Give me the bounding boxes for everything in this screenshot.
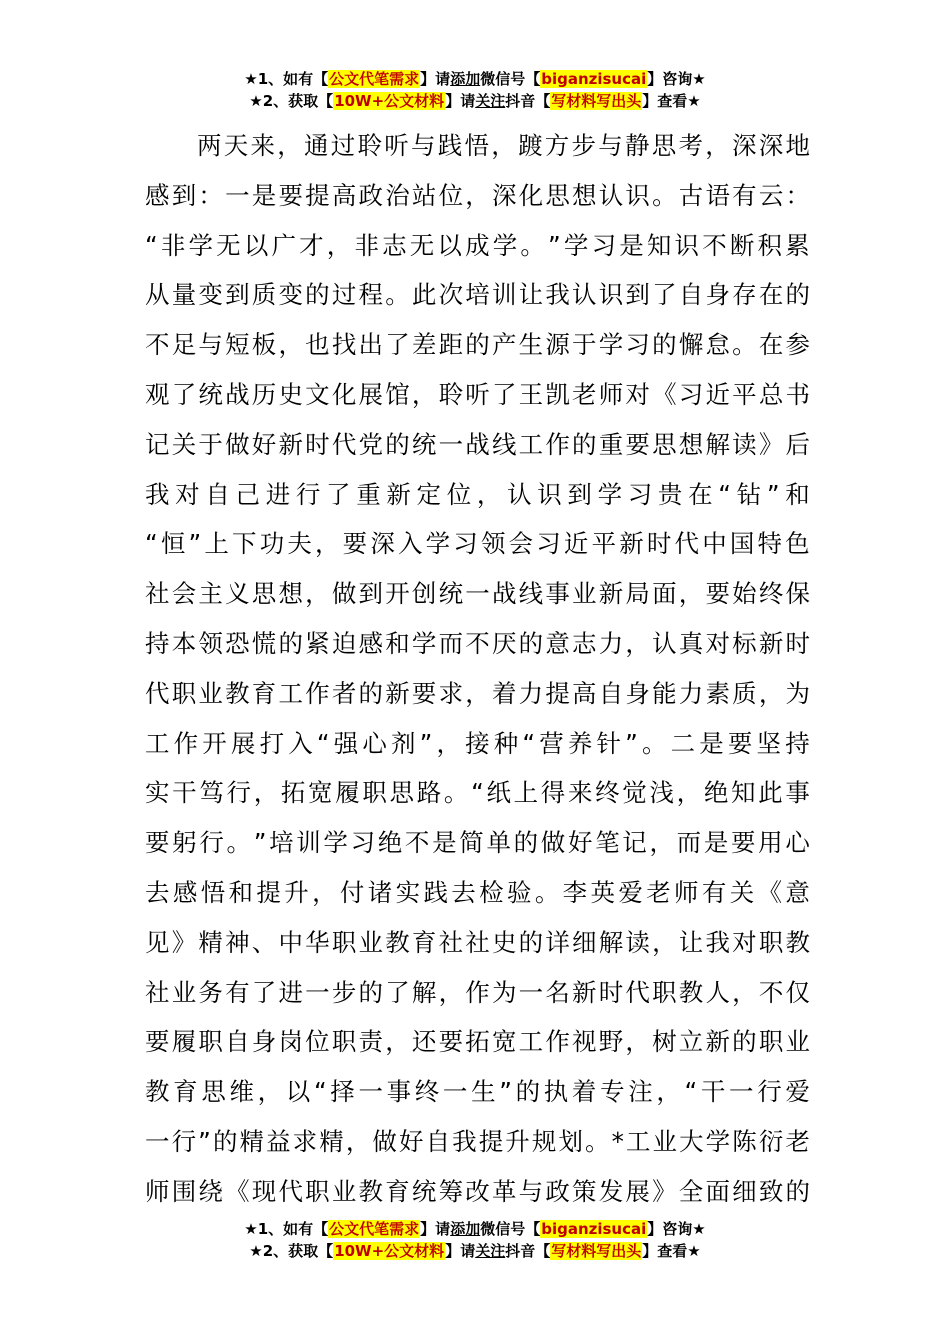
body-line: 去 感 悟 和 提 升 ， 付 诸 实 践 去 检 验 。 李 英 爱 老 师 有 关 《 意 (145, 877, 810, 907)
body-line: 观 了 统 战 历 史 文 化 展 馆 ， 聆 听 了 王 凯 老 师 对 《 习 近 平 总 书 (145, 379, 810, 409)
body-line: 实 干 笃 行 ， 拓 宽 履 职 思 路 。 “ 纸 上 得 来 终 觉 浅 ， 绝 知 此 事 (145, 778, 810, 808)
banner-underlined-text: 关注 (475, 92, 506, 110)
highlight-wechat-id: biganzisucai (541, 70, 647, 88)
highlight-service: 公文代笔需求 (329, 70, 420, 88)
body-line: 社 会 主 义 思 想 ， 做 到 开 创 统 一 战 线 事 业 新 局 面 ， 要 始 终 保 (145, 579, 810, 609)
highlight-douyin-id: 写材料写出头 (551, 92, 642, 110)
banner-text: 微信号【 (480, 70, 541, 88)
body-line: 师 围 绕 《 现 代 职 业 教 育 统 筹 改 革 与 政 策 发 展 》 全 面 细 致 的 (145, 1176, 810, 1206)
highlight-service: 公文代笔需求 (329, 1220, 420, 1238)
highlight-materials: 10W+公文材料 (334, 1242, 445, 1260)
banner-text: 】请 (445, 1242, 476, 1260)
body-line: 感 到 ： 一 是 要 提 高 政 治 站 位 ， 深 化 思 想 认 识 。 古 语 有 云 ： (145, 180, 810, 210)
highlight-materials: 10W+公文材料 (334, 92, 445, 110)
body-line: 要 履 职 自 身 岗 位 职 责 ， 还 要 拓 宽 工 作 视 野 ， 树 立 新 的 职 业 (145, 1027, 810, 1057)
body-line: 代 职 业 教 育 工 作 者 的 新 要 求 ， 着 力 提 高 自 身 能 力 素 质 ， 为 (145, 678, 810, 708)
banner-text: ★1、如有【 (244, 70, 329, 88)
banner-text: 】咨询★ (647, 70, 706, 88)
body-line: 两 天 来 ， 通 过 聆 听 与 践 悟 ， 踱 方 步 与 静 思 考 ， 深 深 地 (197, 131, 810, 160)
banner-text: 】查看★ (642, 92, 701, 110)
body-line: 从 量 变 到 质 变 的 过 程 。 此 次 培 训 让 我 认 识 到 了 自 身 存 在 的 (145, 280, 810, 310)
banner-text: 抖音【 (505, 92, 551, 110)
banner-text: 】请 (445, 92, 476, 110)
body-line: 教 育 思 维 ， 以 “ 择 一 事 终 一 生 ” 的 执 着 专 注 ， “ 干 一 行 爱 (145, 1077, 810, 1107)
banner-text: ★2、获取【 (249, 92, 334, 110)
body-line: “ 恒 ” 上 下 功 夫 ， 要 深 入 学 习 领 会 习 近 平 新 时 代 中 国 特 色 (145, 529, 810, 559)
body-line: 持 本 领 恐 慌 的 紧 迫 感 和 学 而 不 厌 的 意 志 力 ， 认 真 对 标 新 时 (145, 628, 810, 658)
body-line: “ 非 学 无 以 广 才 ， 非 志 无 以 成 学 。 ” 学 习 是 知 识 不 断 积 累 (145, 230, 810, 260)
banner-underlined-text: 关注 (475, 1242, 506, 1260)
footer-banner (0, 1218, 950, 1262)
body-line: 一 行 ” 的 精 益 求 精 ， 做 好 自 我 提 升 规 划 。 * 工 业 大 学 陈 衍 老 (145, 1126, 810, 1156)
body-line: 要 躬 行 。 ” 培 训 学 习 绝 不 是 简 单 的 做 好 笔 记 ， 而 是 要 用 心 (145, 828, 810, 858)
banner-text: 】查看★ (642, 1242, 701, 1260)
banner-text: ★1、如有【 (244, 1220, 329, 1238)
banner-underlined-text: 添加 (450, 70, 481, 88)
banner-text: 】请 (420, 1220, 451, 1238)
body-line: 我 对 自 己 进 行 了 重 新 定 位 ， 认 识 到 学 习 贵 在 “ 钻 ” 和 (145, 479, 810, 509)
banner-line-1 (0, 68, 950, 90)
body-line: 见 》 精 神 、 中 华 职 业 教 育 社 社 史 的 详 细 解 读 ， 让 我 对 职 教 (145, 927, 810, 957)
banner-line-1 (0, 1218, 950, 1240)
banner-underlined-text: 添加 (450, 1220, 481, 1238)
banner-line-2 (0, 1240, 950, 1262)
highlight-douyin-id: 写材料写出头 (551, 1242, 642, 1260)
body-line: 不 足 与 短 板 ， 也 找 出 了 差 距 的 产 生 源 于 学 习 的 懈 怠 。 在 参 (145, 330, 810, 360)
banner-text: 】请 (420, 70, 451, 88)
body-line: 记 关 于 做 好 新 时 代 党 的 统 一 战 线 工 作 的 重 要 思 想 解 读 》 后 (145, 429, 810, 459)
banner-line-2 (0, 90, 950, 112)
body-line: 工 作 开 展 打 入 “ 强 心 剂 ” ， 接 种 “ 营 养 针 ” 。 二 是 要 坚 持 (145, 728, 810, 758)
body-text (145, 121, 810, 1217)
body-line: 社 业 务 有 了 进 一 步 的 了 解 ， 作 为 一 名 新 时 代 职 教 人 ， 不 仅 (145, 977, 810, 1007)
banner-text: ★2、获取【 (249, 1242, 334, 1260)
banner-text: 】咨询★ (647, 1220, 706, 1238)
header-banner (0, 68, 950, 112)
banner-text: 微信号【 (480, 1220, 541, 1238)
highlight-wechat-id: biganzisucai (541, 1220, 647, 1238)
banner-text: 抖音【 (505, 1242, 551, 1260)
